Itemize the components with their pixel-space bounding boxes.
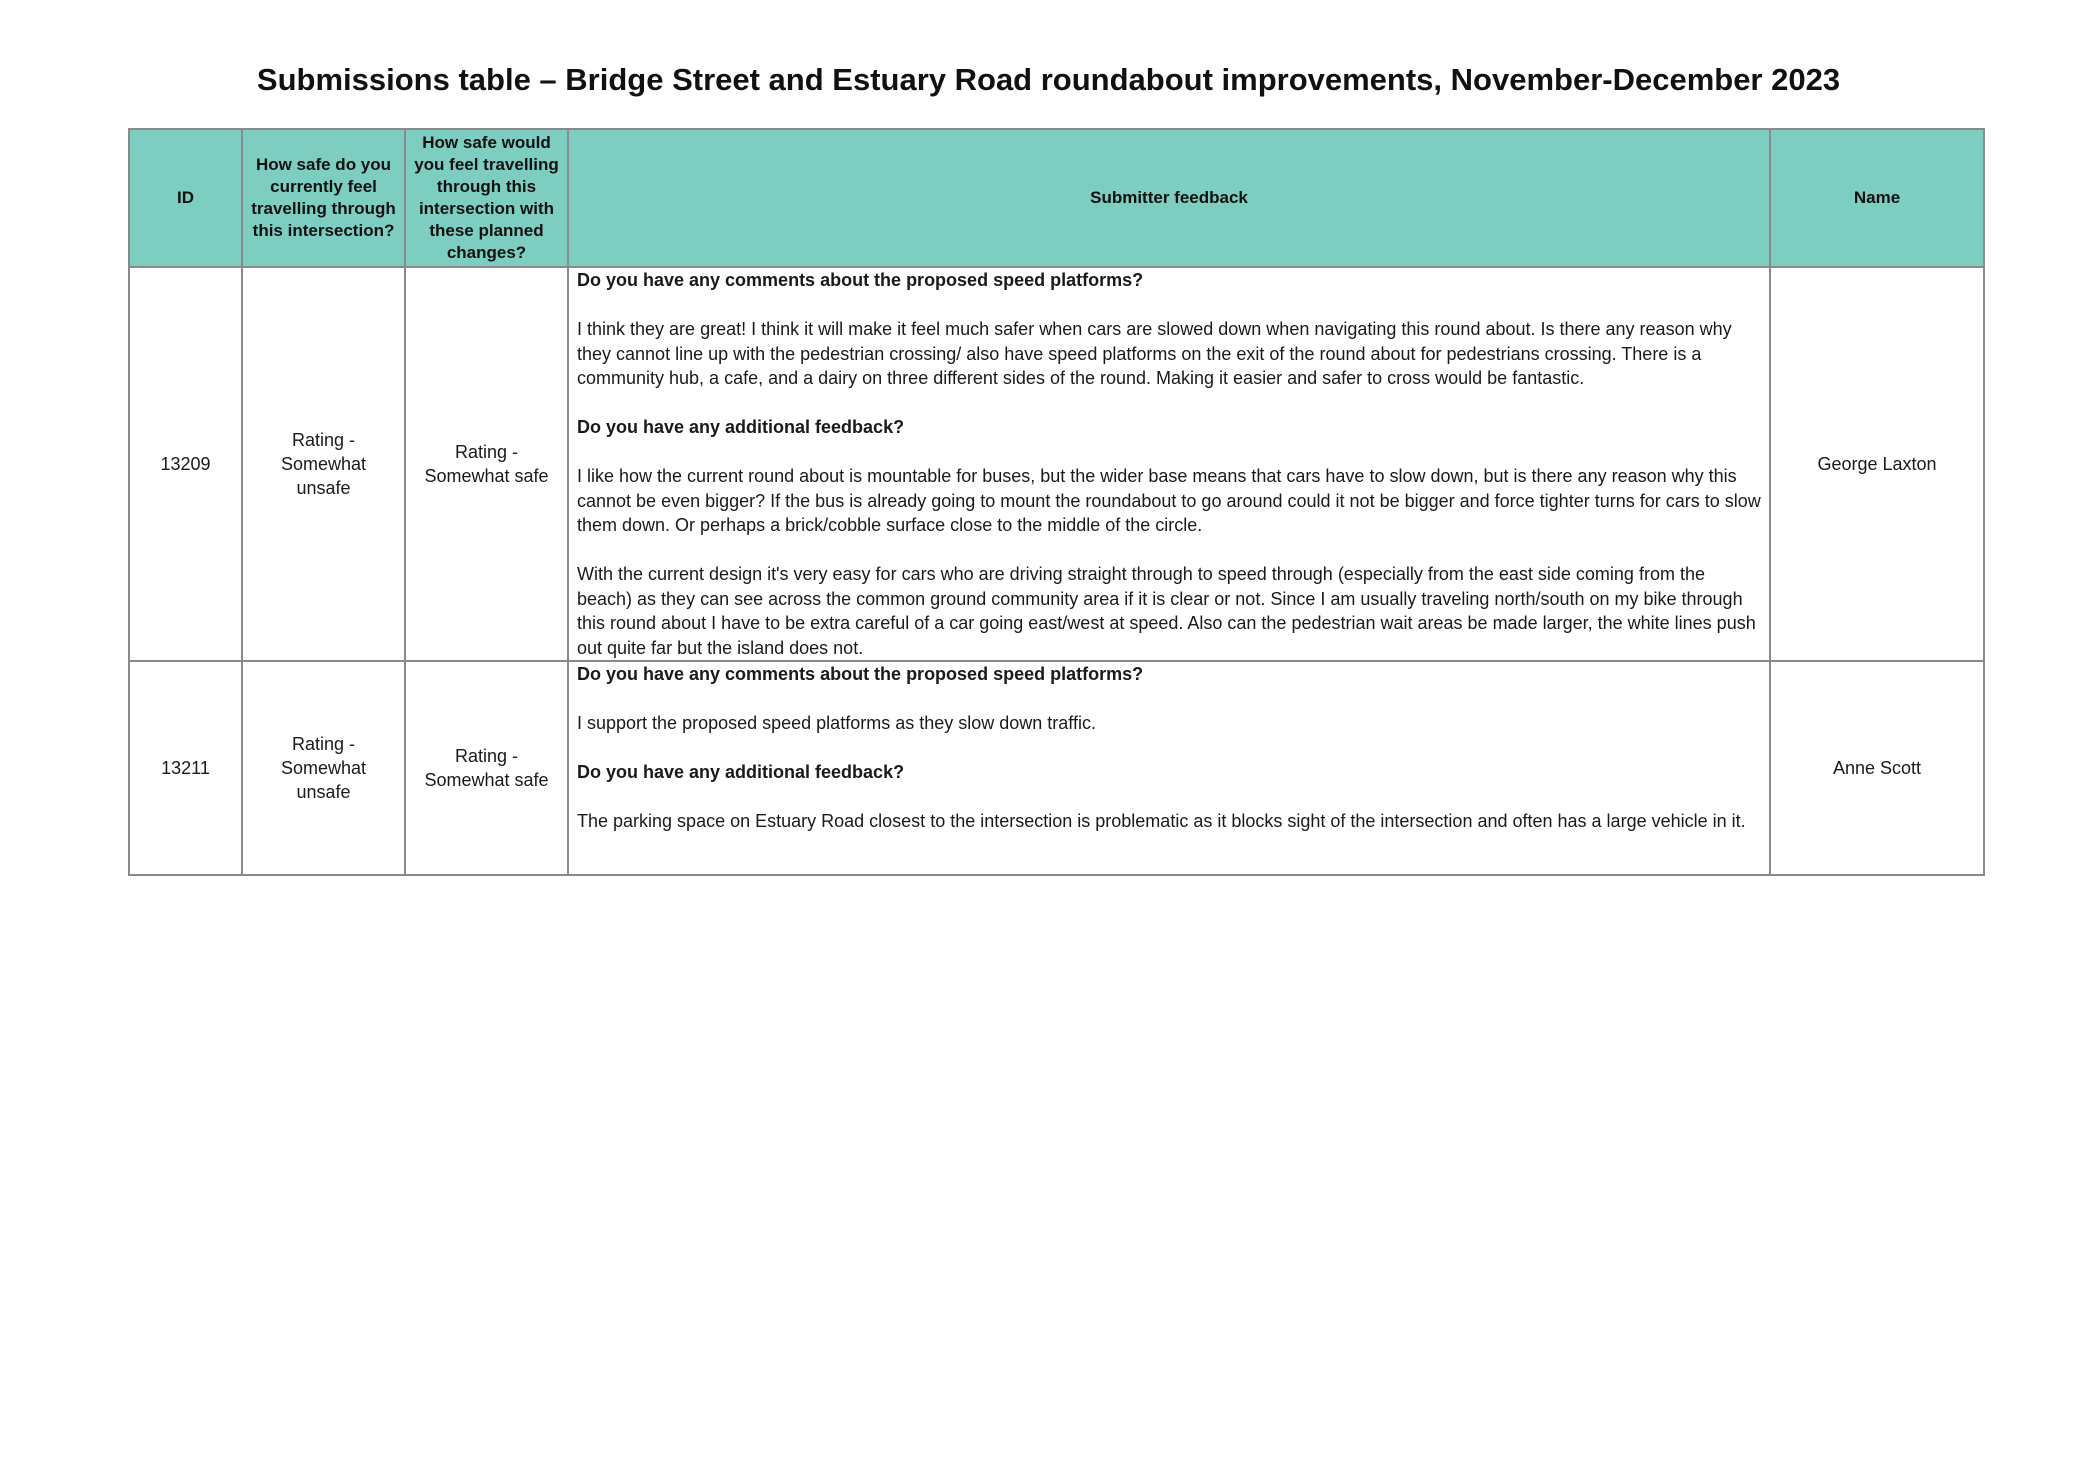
cell-planned-safety: Rating - Somewhat safe <box>405 267 568 661</box>
cell-planned-safety: Rating - Somewhat safe <box>405 661 568 875</box>
header-name: Name <box>1770 129 1984 267</box>
feedback-answer: With the current design it's very easy for cars who are driving straight through to speed through (especially from the east side coming from the beach) as they can see across the common ground community area if it is clear or not. Since I am usually traveling north/south on my bike through this round about I have to be extra careful of a car going east/west at speed. Also can the pedestrian wait areas be made larger, the white lines push out quite far but the island does not. <box>577 564 1756 658</box>
feedback-question: Do you have any additional feedback? <box>577 417 905 437</box>
cell-id: 13209 <box>129 267 242 661</box>
page-title: Submissions table – Bridge Street and Estuary Road roundabout improvements, November-December 2023 <box>256 62 1841 97</box>
feedback-question: Do you have any additional feedback? <box>577 762 905 782</box>
feedback-answer: The parking space on Estuary Road closest to the intersection is problematic as it blocks sight of the intersection and often has a large vehicle in it. <box>577 811 1746 831</box>
table-row <box>129 267 1984 661</box>
header-id: ID <box>129 129 242 267</box>
table-header-row <box>129 129 1984 267</box>
cell-current-safety: Rating - Somewhat unsafe <box>242 661 405 875</box>
submissions-table <box>128 128 1985 876</box>
feedback-answer: I like how the current round about is mountable for buses, but the wider base means that cars have to slow down, but is there any reason why this cannot be even bigger? If the bus is already going to mount the roundabout to go around could it not be bigger and force tighter turns for cars to slow them down. Or perhaps a brick/cobble surface close to the middle of the circle. <box>577 466 1761 535</box>
feedback-question: Do you have any comments about the proposed speed platforms? <box>577 664 1144 684</box>
cell-feedback <box>568 267 1770 661</box>
feedback-question: Do you have any comments about the proposed speed platforms? <box>577 270 1144 290</box>
cell-feedback <box>568 661 1770 875</box>
cell-current-safety: Rating - Somewhat unsafe <box>242 267 405 661</box>
cell-name: Anne Scott <box>1770 661 1984 875</box>
feedback-answer: I think they are great! I think it will make it feel much safer when cars are slowed down when navigating this round about. Is there any reason why they cannot line up with the pedestrian crossing/ also have speed platforms on the exit of the round about for pedestrians crossing. There is a community hub, a cafe, and a dairy on three different sides of the round. Making it easier and safer to cross would be fantastic. <box>577 319 1732 388</box>
header-planned-safety: How safe would you feel travelling through this intersection with these planned changes? <box>405 129 568 267</box>
cell-name: George Laxton <box>1770 267 1984 661</box>
header-current-safety: How safe do you currently feel travelling through this intersection? <box>242 129 405 267</box>
cell-id: 13211 <box>129 661 242 875</box>
header-feedback: Submitter feedback <box>568 129 1770 267</box>
table-row <box>129 661 1984 875</box>
feedback-answer: I support the proposed speed platforms as they slow down traffic. <box>577 713 1096 733</box>
